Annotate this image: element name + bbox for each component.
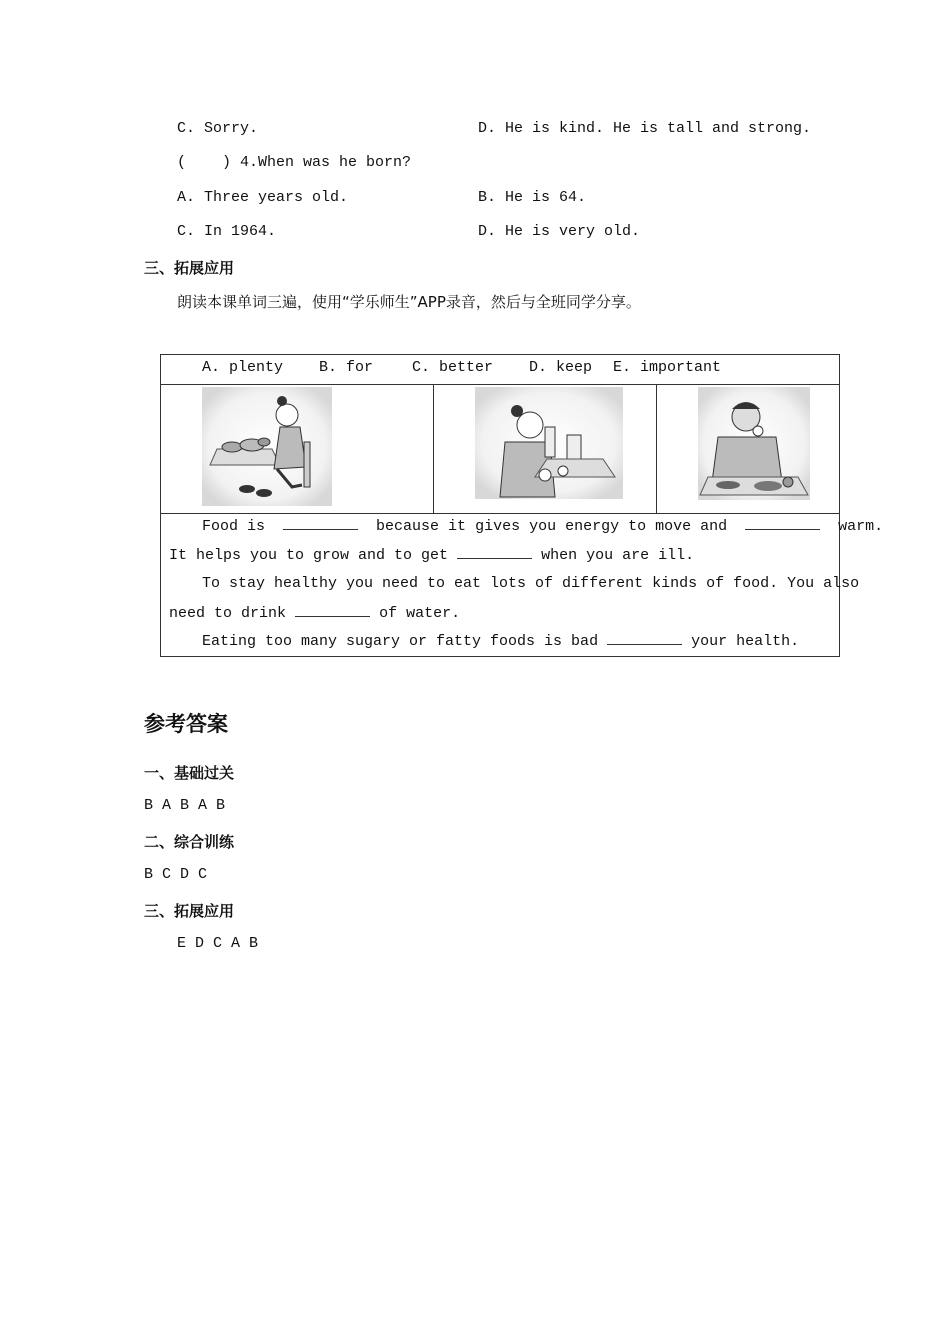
answer-blank[interactable] — [295, 604, 370, 617]
word-option-b: B. for — [319, 359, 374, 376]
passage-text: It helps you to grow and to get — [169, 547, 449, 564]
passage-text: Eating too many sugary or fatty foods is bad — [202, 633, 599, 650]
answers-section2: B C D C — [144, 866, 208, 883]
word-option-a: A. plenty — [202, 359, 284, 376]
man-eating-illustration — [698, 387, 810, 500]
passage-line-1 — [202, 517, 883, 535]
answers-section1-title: 一、基础过关 — [144, 764, 235, 782]
section3-instruction: 朗读本课单词三遍，使用“学乐师生”APP录音，然后与全班同学分享。 — [177, 293, 641, 311]
answer-blank[interactable] — [457, 546, 532, 559]
word-option-c: C. better — [412, 359, 494, 376]
q4-option-c: C. In 1964. — [177, 223, 277, 240]
passage-text: when you are ill. — [541, 547, 695, 564]
passage-line-3: To stay healthy you need to eat lots of different kinds of food. You also — [202, 575, 860, 592]
column-divider — [656, 384, 657, 513]
passage-text: Food is — [202, 518, 266, 535]
q3-option-c: C. Sorry. — [177, 120, 259, 137]
girl-drinking-illustration — [475, 387, 623, 499]
q4-option-d: D. He is very old. — [478, 223, 641, 240]
q4-stem: ( ) 4.When was he born? — [177, 154, 412, 171]
passage-line-2 — [169, 546, 694, 564]
passage-line-5 — [202, 632, 799, 650]
answer-blank[interactable] — [283, 517, 358, 530]
section3-title: 三、拓展应用 — [144, 259, 235, 277]
passage-text: warm. — [838, 518, 884, 535]
passage-text: your health. — [691, 633, 800, 650]
word-bank-row — [161, 355, 839, 385]
answer-blank[interactable] — [607, 632, 682, 645]
passage-text: need to drink — [169, 605, 287, 622]
q4-option-a: A. Three years old. — [177, 189, 349, 206]
girl-eating-illustration — [202, 387, 332, 506]
answer-blank[interactable] — [745, 517, 820, 530]
word-option-d: D. keep — [529, 359, 593, 376]
answers-section3-title: 三、拓展应用 — [144, 902, 235, 920]
answers-section3: E D C A B — [177, 935, 259, 952]
q3-option-d: D. He is kind. He is tall and strong. — [478, 120, 812, 137]
exercise-table — [160, 354, 884, 657]
answers-section2-title: 二、综合训练 — [144, 833, 235, 851]
q4-option-b: B. He is 64. — [478, 189, 587, 206]
answers-title: 参考答案 — [144, 712, 228, 736]
passage-text: because it gives you energy to move and — [376, 518, 728, 535]
passage-text: of water. — [379, 605, 461, 622]
answers-section1: B A B A B — [144, 797, 226, 814]
column-divider — [433, 384, 434, 513]
pictures-row — [161, 384, 839, 514]
word-option-e: E. important — [613, 359, 722, 376]
passage-line-4 — [169, 604, 460, 622]
